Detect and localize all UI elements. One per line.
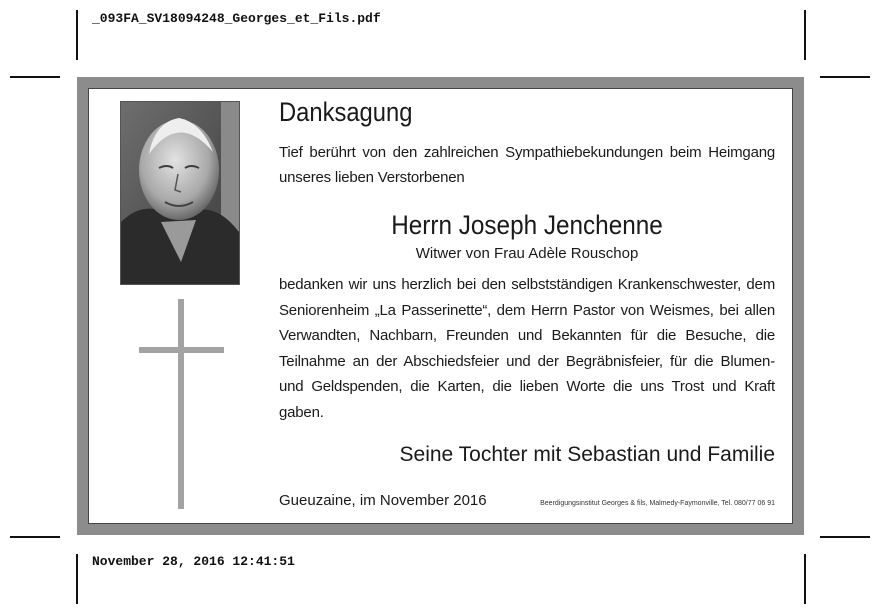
deceased-subtitle: Witwer von Frau Adèle Rouschop — [415, 245, 639, 262]
notice-title: Danksagung — [279, 97, 413, 127]
cross-icon — [178, 299, 184, 509]
portrait-photo — [120, 101, 240, 285]
notice-frame — [77, 77, 804, 535]
timestamp: November 28, 2016 12:41:51 — [92, 554, 295, 569]
crop-mark — [804, 10, 806, 60]
place-date: Gueuzaine, im November 2016 — [279, 492, 487, 509]
notice-content — [279, 97, 775, 467]
crop-mark — [76, 554, 78, 604]
intro-text: Tief berührt von den zahlreichen Sympathiebekundungen beim Heimgang unseres lieben Verstorbenen — [279, 144, 775, 186]
funeral-home: Beerdigungsinstitut Georges & fils, Malmedy-Faymonville, Tel. 080/77 06 91 — [540, 500, 775, 507]
crop-mark — [820, 536, 870, 538]
crop-mark — [804, 554, 806, 604]
cross-icon-bar — [139, 347, 224, 353]
body-text: bedanken wir uns herzlich bei den selbstständigen Krankenschwester, dem Seniorenheim „La Passerinette“, dem Herrn Pastor von Weismes, bei allen Verwandten, Nachbarn, Freunden und Bekannten für die Besuche, die Teilnahme an der Abschiedsfeier und der Begräbnisfeier, für die Blumen- und Geldspenden, die Karten, die lieben Worte die uns Trost und Kraft gaben. — [279, 276, 775, 421]
notice-panel — [88, 88, 793, 524]
signature: Seine Tochter mit Sebastian und Familie — [399, 443, 775, 466]
crop-mark — [10, 76, 60, 78]
crop-mark — [10, 536, 60, 538]
file-name: _093FA_SV18094248_Georges_et_Fils.pdf — [92, 11, 381, 26]
crop-mark — [820, 76, 870, 78]
portrait-photo-graphic — [121, 102, 239, 284]
crop-mark — [76, 10, 78, 60]
notice-footer — [279, 492, 775, 509]
deceased-name: Herrn Joseph Jenchenne — [391, 210, 663, 240]
